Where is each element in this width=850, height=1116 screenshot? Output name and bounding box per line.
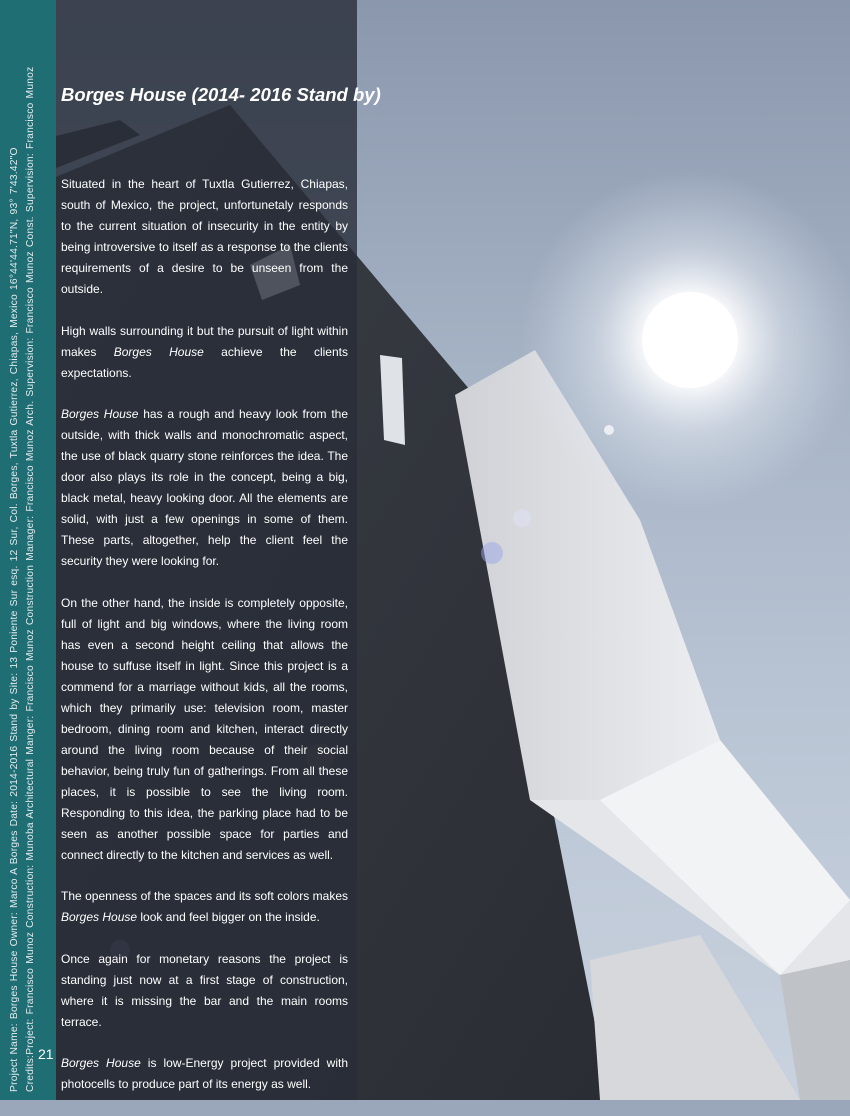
paragraph-2-project-name: Borges House xyxy=(113,344,204,359)
paragraph-4: On the other hand, the inside is completely opposite, full of light and big windows, where the living room has even a second height ceiling that allows the house to suffuse itself in light. Since this project is a commend for a marriage without kids, all the rooms, which they primarily use: television room, master bedroom, dining room and kitchen, interact directly around the living room because of their social behavior, being truly fun of gatherings. From all these places, it is possible to see the living room. Responding to this idea, the parking place had to be seen as another possible space for parties and connect directly to the kitchen and services as well. xyxy=(61,595,348,862)
page-number: 21 xyxy=(38,1046,54,1062)
paragraph-1: Situated in the heart of Tuxtla Gutierrez, Chiapas, south of Mexico, the project, unfortunetaly responds to the current situation of insecurity in the entity by being introversive to itself as a response to the clients requirements of a desire to be unseen from the outside. xyxy=(61,177,348,296)
paragraph-5-text-a: The openness of the spaces and its soft colors makes xyxy=(61,889,348,903)
paragraph-2 xyxy=(61,321,348,384)
page-title: Borges House (2014- 2016 Stand by) xyxy=(61,84,381,105)
article-body xyxy=(61,174,348,1116)
paragraph-7 xyxy=(61,1053,348,1095)
credits-rotated-block xyxy=(0,0,56,1100)
paragraph-7-project-name: Borges House xyxy=(61,1056,141,1070)
paragraph-5-project-name: Borges House xyxy=(61,910,138,924)
paragraph-7-text: is low-Energy project provided with photocells to produce part of its energy as well. xyxy=(61,1056,349,1091)
paragraph-3-text: has a rough and heavy look from the outside, with thick walls and monochromatic aspect, the use of black quarry stone reinforces the idea. The door also plays its role in the concept, being a big, black metal, heavy looking door. All the elements are solid, with just a few openings in some of them. These parts, altogether, help the client feel the security they were looking for. xyxy=(61,407,348,568)
paragraph-5-text-b: look and feel bigger on the inside. xyxy=(137,910,320,924)
project-credits-line: Project Name: Borges House Owner: Marco A Borges Date: 2014-2016 Stand by Site: 13 Poniente Sur esq. 12 Sur, Col. Borges, Tuxtla Gutierrez, Chiapas, Mexico 16°44'44.71"N, 93° 7'43.42"O xyxy=(9,147,20,1092)
paragraph-3-project-name: Borges House xyxy=(61,407,139,421)
paragraph-5 xyxy=(61,886,348,928)
paragraph-2-text-a: High walls surrounding it but the pursuit of light within makes xyxy=(61,323,348,359)
paragraph-6: Once again for monetary reasons the project is standing just now at a first stage of construction, where it is missing the bar and the main rooms terrace. xyxy=(61,951,348,1029)
team-credits-line: Credits:Project: Francisco Munoz Construction: Munoba Architectural Manger: Francisco Munoz Construction Manager: Francisco Munoz Arch. Supervision: Francisco Munoz Const. Supervision: Francisco Munoz xyxy=(25,66,36,1092)
credits-strip xyxy=(0,0,56,1100)
paragraph-2-text-b: achieve the clients expectations. xyxy=(61,344,348,380)
paragraph-3 xyxy=(61,404,348,572)
